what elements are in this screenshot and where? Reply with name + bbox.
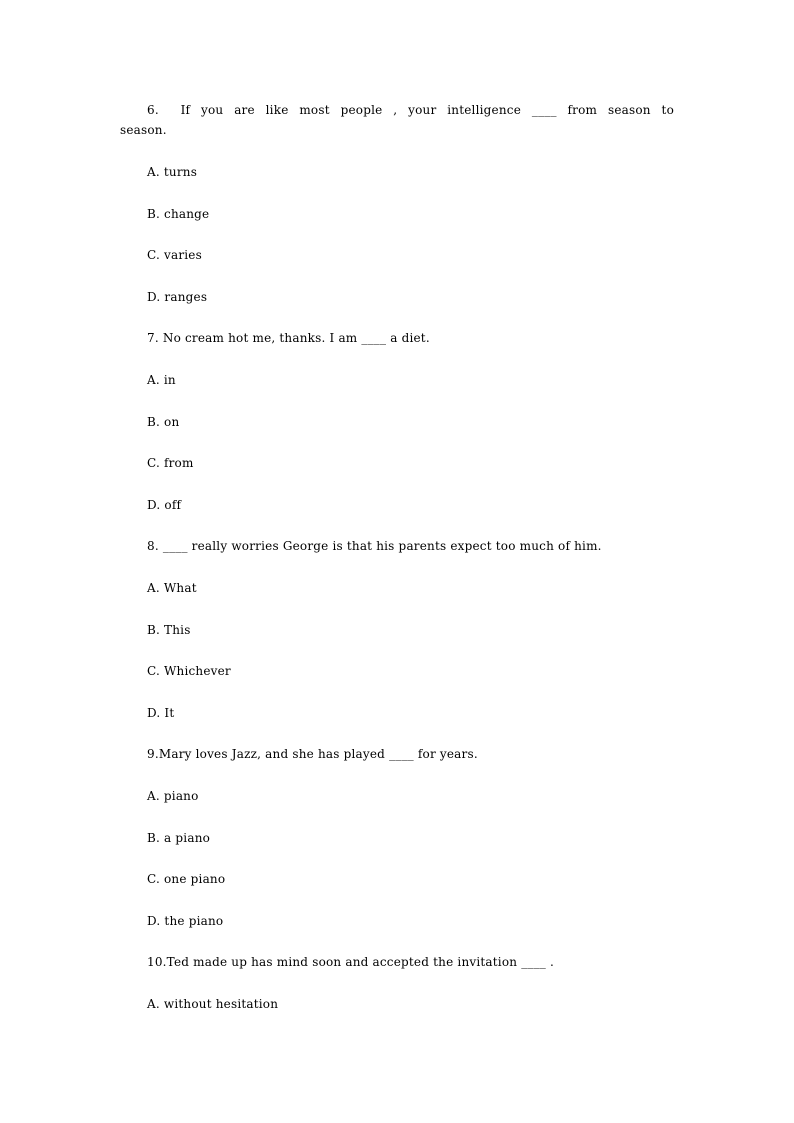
question-8-stem: 8. ____ really worries George is that his parents expect too much of him. — [147, 539, 602, 553]
question-7-option-a: A. in — [147, 373, 176, 387]
question-6-option-b: B. change — [147, 207, 210, 221]
question-8-option-c: C. Whichever — [147, 664, 231, 678]
question-9-option-d: D. the piano — [147, 914, 224, 928]
question-6-stem-line-1: 6. If you are like most people , your intelligence ____ from season to — [147, 103, 674, 117]
question-7-option-b: B. on — [147, 415, 180, 429]
question-9-option-c: C. one piano — [147, 872, 226, 886]
question-9-stem: 9.Mary loves Jazz, and she has played ____ for years. — [147, 747, 478, 761]
question-8-option-b: B. This — [147, 623, 191, 637]
question-10-option-a: A. without hesitation — [147, 997, 279, 1011]
question-6-option-d: D. ranges — [147, 290, 208, 304]
question-8-option-d: D. It — [147, 706, 175, 720]
question-10-stem: 10.Ted made up has mind soon and accepted the invitation ____ . — [147, 955, 555, 969]
question-7-option-d: D. off — [147, 498, 182, 512]
question-6-option-a: A. turns — [147, 165, 198, 179]
question-7-option-c: C. from — [147, 456, 194, 470]
question-6-option-c: C. varies — [147, 248, 202, 262]
question-8-option-a: A. What — [147, 581, 197, 595]
question-6-stem-line-2: season. — [120, 123, 167, 137]
question-7-stem: 7. No cream hot me, thanks. I am ____ a diet. — [147, 331, 430, 345]
question-9-option-b: B. a piano — [147, 831, 211, 845]
question-9-option-a: A. piano — [147, 789, 199, 803]
